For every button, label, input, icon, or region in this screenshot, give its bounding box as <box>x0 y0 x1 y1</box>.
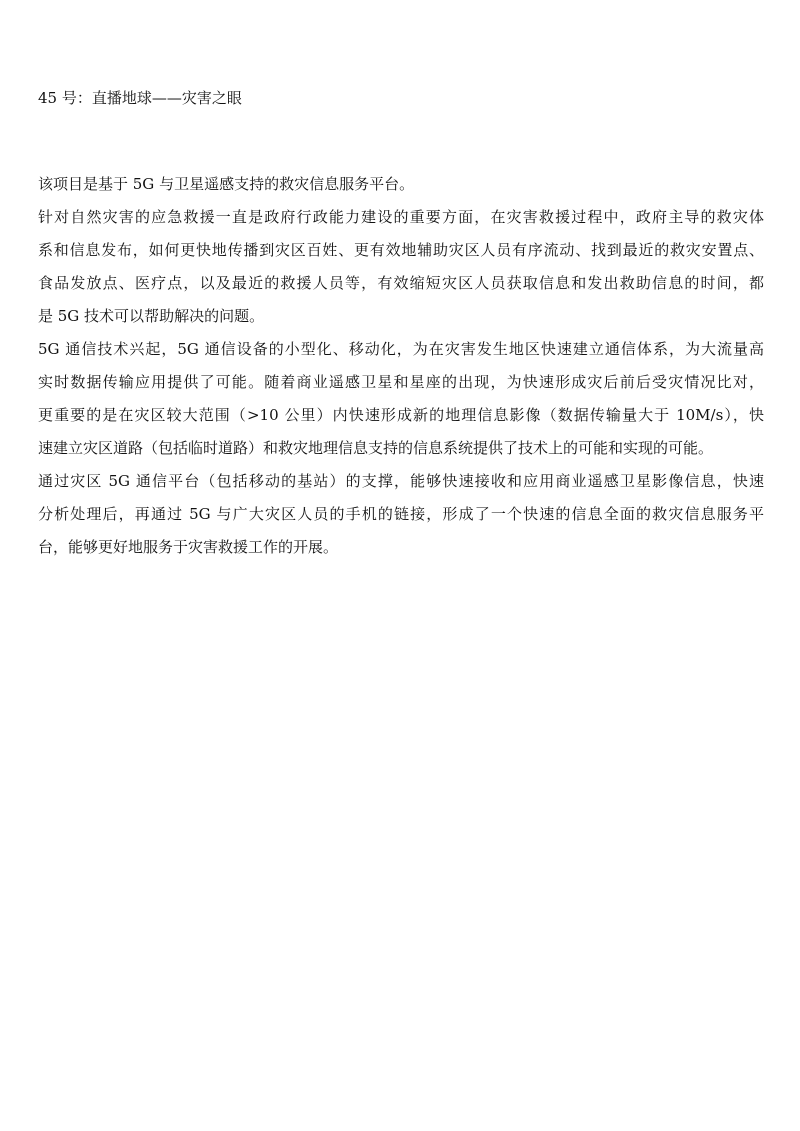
text-line: 系和信息发布，如何更快地传播到灾区百姓、更有效地辅助灾区人员有序流动、找到最近的救灾安置点、 <box>38 241 764 259</box>
text-line: 速建立灾区道路（包括临时道路）和救灾地理信息支持的信息系统提供了技术上的可能和实现的可能。 <box>38 439 714 457</box>
paragraph-intro <box>38 168 764 201</box>
text-line: 该项目是基于 5G 与卫星遥感支持的救灾信息服务平台。 <box>38 175 415 193</box>
document-body <box>38 168 764 564</box>
paragraph-technology <box>38 333 764 465</box>
paragraph-background <box>38 201 764 333</box>
text-line: 台，能够更好地服务于灾害救援工作的开展。 <box>38 538 339 556</box>
paragraph-platform <box>38 465 764 564</box>
text-line: 针对自然灾害的应急救援一直是政府行政能力建设的重要方面，在灾害救援过程中，政府主导的救灾体 <box>38 208 764 226</box>
text-line: 通过灾区 5G 通信平台（包括移动的基站）的支撑，能够快速接收和应用商业遥感卫星影像信息，快速 <box>38 472 764 490</box>
text-line: 是 5G 技术可以帮助解决的问题。 <box>38 307 265 325</box>
text-line: 更重要的是在灾区较大范围（>10 公里）内快速形成新的地理信息影像（数据传输量大于 10M/s），快 <box>38 406 764 424</box>
text-line: 食品发放点、医疗点，以及最近的救援人员等，有效缩短灾区人员获取信息和发出救助信息的时间，都 <box>38 274 764 292</box>
text-line: 5G 通信技术兴起，5G 通信设备的小型化、移动化，为在灾害发生地区快速建立通信体系，为大流量高 <box>38 340 764 358</box>
document-title: 45 号：直播地球——灾害之眼 <box>38 89 242 107</box>
text-line: 实时数据传输应用提供了可能。随着商业遥感卫星和星座的出现，为快速形成灾后前后受灾情况比对， <box>38 373 764 391</box>
text-line: 分析处理后，再通过 5G 与广大灾区人员的手机的链接，形成了一个快速的信息全面的救灾信息服务平 <box>38 505 764 523</box>
